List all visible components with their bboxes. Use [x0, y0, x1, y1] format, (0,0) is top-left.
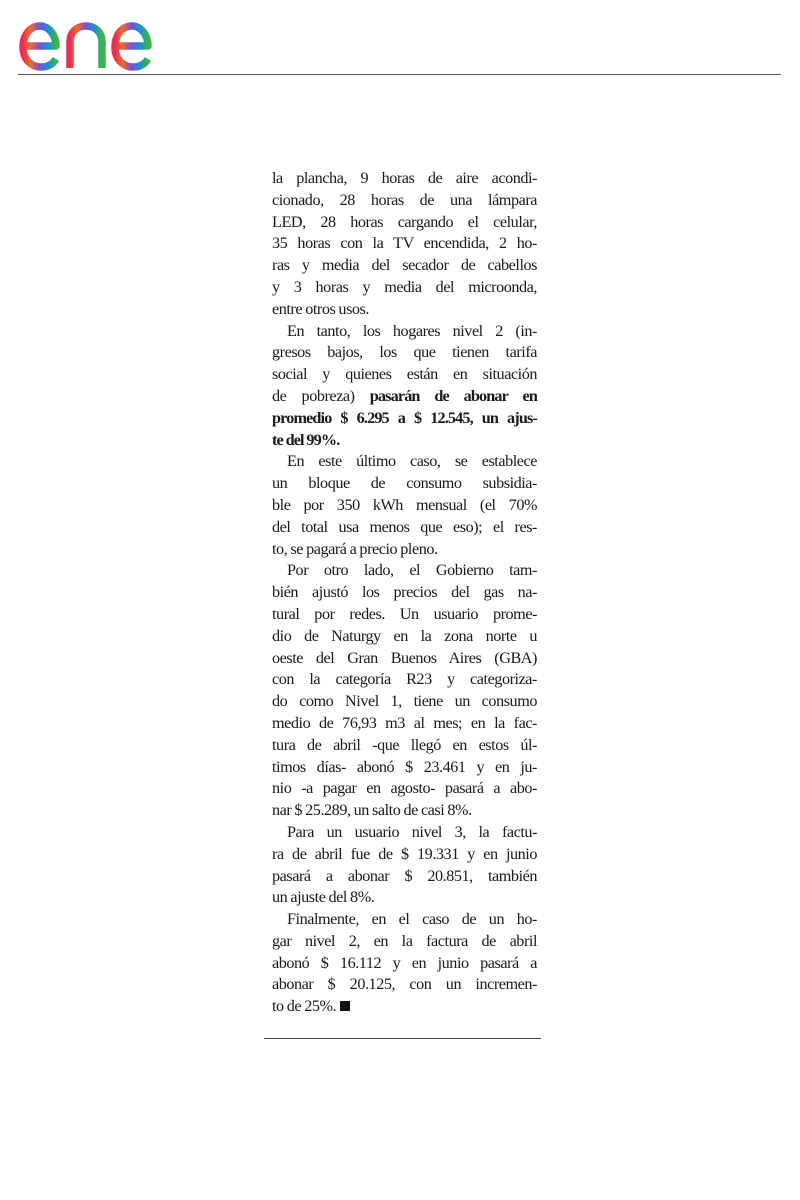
end-of-article-square-icon — [340, 1001, 350, 1011]
text-line: ra de abril fue de $ 19.331 y en junio — [272, 844, 537, 863]
enel-logo — [16, 4, 196, 74]
text-line: social y quienes están en situación — [272, 365, 537, 384]
text-line: un ajuste del 8%. — [272, 888, 375, 907]
text-line — [272, 996, 537, 1018]
text-line: nar $ 25.289, un salto de casi 8%. — [272, 801, 472, 820]
text-line: un bloque de consumo subsidia- — [272, 474, 537, 493]
text-line: gar nivel 2, en la factura de abril — [272, 931, 537, 950]
text-line: nio -a pagar en agosto- pasará a abo- — [272, 779, 537, 798]
text-line: Finalmente, en el caso de un ho- — [287, 910, 537, 929]
text-line: entre otros usos. — [272, 299, 370, 318]
article-paragraph-4 — [272, 560, 537, 822]
text-line: En este último caso, se establece — [287, 452, 537, 471]
text-line: to, se pagará a precio pleno. — [272, 539, 438, 558]
text-line: tural por redes. Un usuario prome- — [272, 604, 537, 623]
article-column — [272, 168, 537, 1018]
text-line: con la categoría R23 y categoriza- — [272, 670, 537, 689]
text-line: tura de abril -que llegó en estos úl- — [272, 735, 537, 754]
text-line: do como Nivel 1, tiene un consumo — [272, 692, 537, 711]
article-paragraph-1 — [272, 168, 537, 321]
article-paragraph-5 — [272, 822, 537, 909]
text-line: ras y media del secador de cabellos — [272, 256, 537, 275]
article-bottom-divider — [264, 1038, 541, 1039]
header-divider — [18, 74, 781, 75]
highlight-text-line: te del 99%. — [272, 430, 340, 449]
text-line: ble por 350 kWh mensual (el 70% — [272, 495, 537, 514]
text-line — [272, 386, 537, 408]
text-line: bién ajustó los precios del gas na- — [272, 583, 537, 602]
text-line: y 3 horas y media del microonda, — [272, 277, 537, 296]
article-paragraph-2 — [272, 321, 537, 452]
text-line: timos días- abonó $ 23.461 y en ju- — [272, 757, 537, 776]
text-line: Para un usuario nivel 3, la factu- — [287, 822, 537, 841]
text-line: cionado, 28 horas de una lámpara — [272, 190, 537, 209]
text-line: En tanto, los hogares nivel 2 (in- — [287, 321, 537, 340]
article-paragraph-6 — [272, 909, 537, 1018]
text-fragment: de pobreza) — [272, 386, 355, 405]
highlight-text-line: promedio $ 6.295 a $ 12.545, un ajus- — [272, 408, 537, 427]
highlight-text: pasarán de abonar en — [369, 386, 537, 405]
text-line: pasará a abonar $ 20.851, también — [272, 866, 537, 885]
text-line: dio de Naturgy en la zona norte u — [272, 626, 537, 645]
article-paragraph-3 — [272, 451, 537, 560]
text-line: del total usa menos que eso); el res- — [272, 517, 537, 536]
text-line: abonó $ 16.112 y en junio pasará a — [272, 953, 537, 972]
text-line: medio de 76,93 m3 al mes; en la fac- — [272, 713, 537, 732]
text-fragment: to de 25%. — [272, 997, 337, 1016]
text-line: abonar $ 20.125, con un incremen- — [272, 975, 537, 994]
text-line: oeste del Gran Buenos Aires (GBA) — [272, 648, 537, 667]
text-line: gresos bajos, los que tienen tarifa — [272, 343, 537, 362]
text-line: Por otro lado, el Gobierno tam- — [287, 561, 537, 580]
text-line: la plancha, 9 horas de aire acondi- — [272, 169, 537, 187]
text-line: 35 horas con la TV encendida, 2 ho- — [272, 234, 537, 253]
text-line: LED, 28 horas cargando el celular, — [272, 212, 537, 231]
